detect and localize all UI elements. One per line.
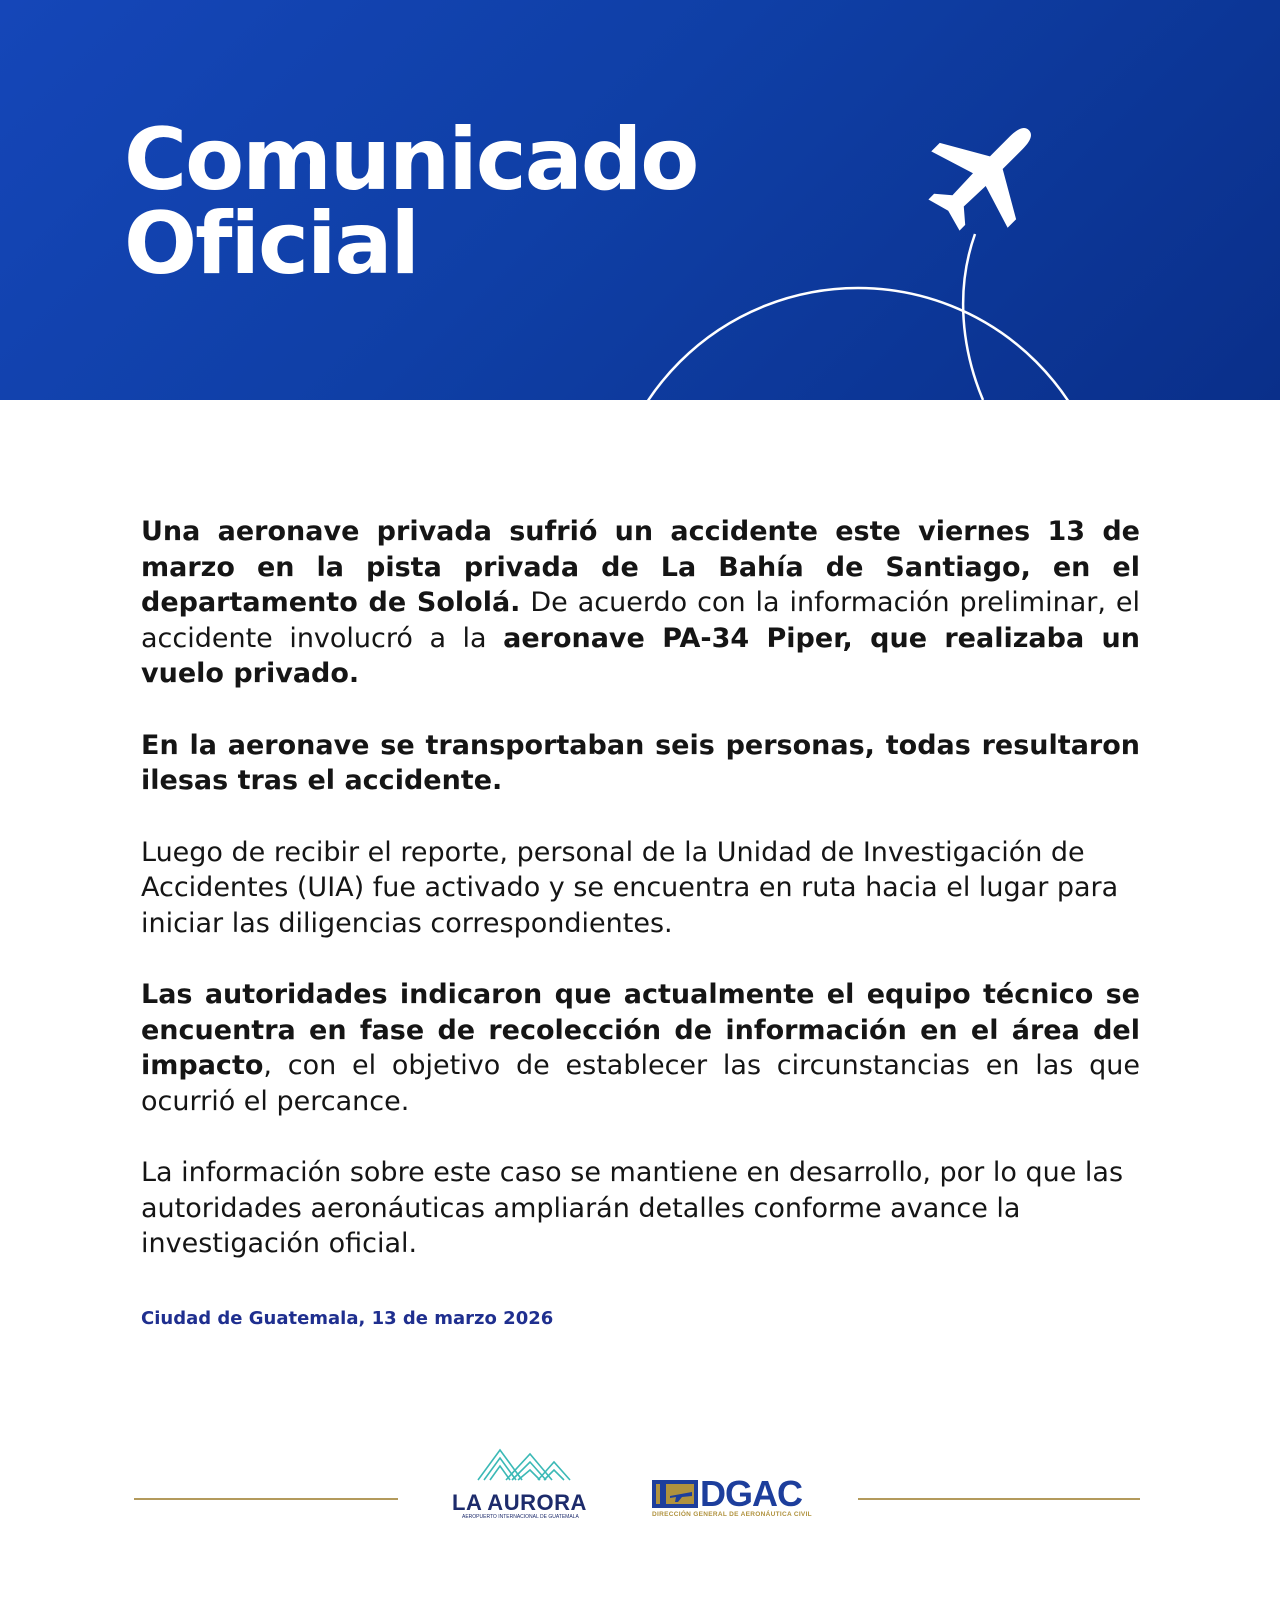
globe-arc [606,288,1110,400]
paragraph-1 [141,514,1140,692]
airplane-icon [906,92,1067,253]
la-aurora-name: LA AURORA [452,1490,587,1515]
title-line-2: Oficial [124,194,418,294]
dateline: Ciudad de Guatemala, 13 de marzo 2026 [141,1308,554,1329]
paragraph-2-bold: En la aeronave se transportaban seis personas, todas resultaron ilesas tras el accidente. [141,729,1140,796]
paragraph-4 [141,977,1140,1119]
dgac-logo [652,1473,824,1518]
title-line-1: Comunicado [124,110,698,210]
paragraph-4-text: , con el objetivo de establecer las circunstancias en las que ocurrió el percance. [141,1050,1140,1117]
footer-divider-right [858,1498,1140,1500]
page-title [124,110,698,294]
paragraph-5 [141,1155,1140,1262]
header-banner [0,0,1280,400]
paragraph-1-bold-aircraft: aeronave PA-34 Piper, que realizaba un vuelo privado. [141,622,1140,689]
la-aurora-subtitle: AEROPUERTO INTERNACIONAL DE GUATEMALA [462,1514,579,1520]
paragraph-1-text: De acuerdo con la información preliminar, el accidente involucró a la [141,587,1140,654]
dgac-emblem-icon [652,1478,700,1510]
footer-divider-left [134,1498,398,1500]
statement-body [141,514,1140,1298]
dgac-name: DGAC [700,1473,802,1514]
la-aurora-logo [448,1440,604,1520]
dgac-subtitle: DIRECCIÓN GENERAL DE AERONÁUTICA CIVIL [652,1511,812,1518]
paragraph-5-text: La información sobre este caso se mantiene en desarrollo, por lo que las autoridades aeronáuticas ampliarán detalles conforme avance la investigación oficial. [141,1157,1124,1259]
paragraph-2 [141,728,1140,799]
paragraph-1-bold-lead: Una aeronave privada sufrió un accidente este viernes 13 de marzo en la pista privada de La Bahía de Santiago, en el departamento de Sololá. [141,516,1140,618]
paragraph-3 [141,835,1140,942]
la-aurora-mark-icon [448,1440,604,1490]
paragraph-3-text: Luego de recibir el reporte, personal de la Unidad de Investigación de Accidentes (UIA) fue activado y se encuentra en ruta hacia el lugar para iniciar las diligencias correspondientes. [141,836,1119,939]
paragraph-4-bold: Las autoridades indicaron que actualmente el equipo técnico se encuentra en fase de recolección de información en el área del impacto [141,979,1140,1081]
